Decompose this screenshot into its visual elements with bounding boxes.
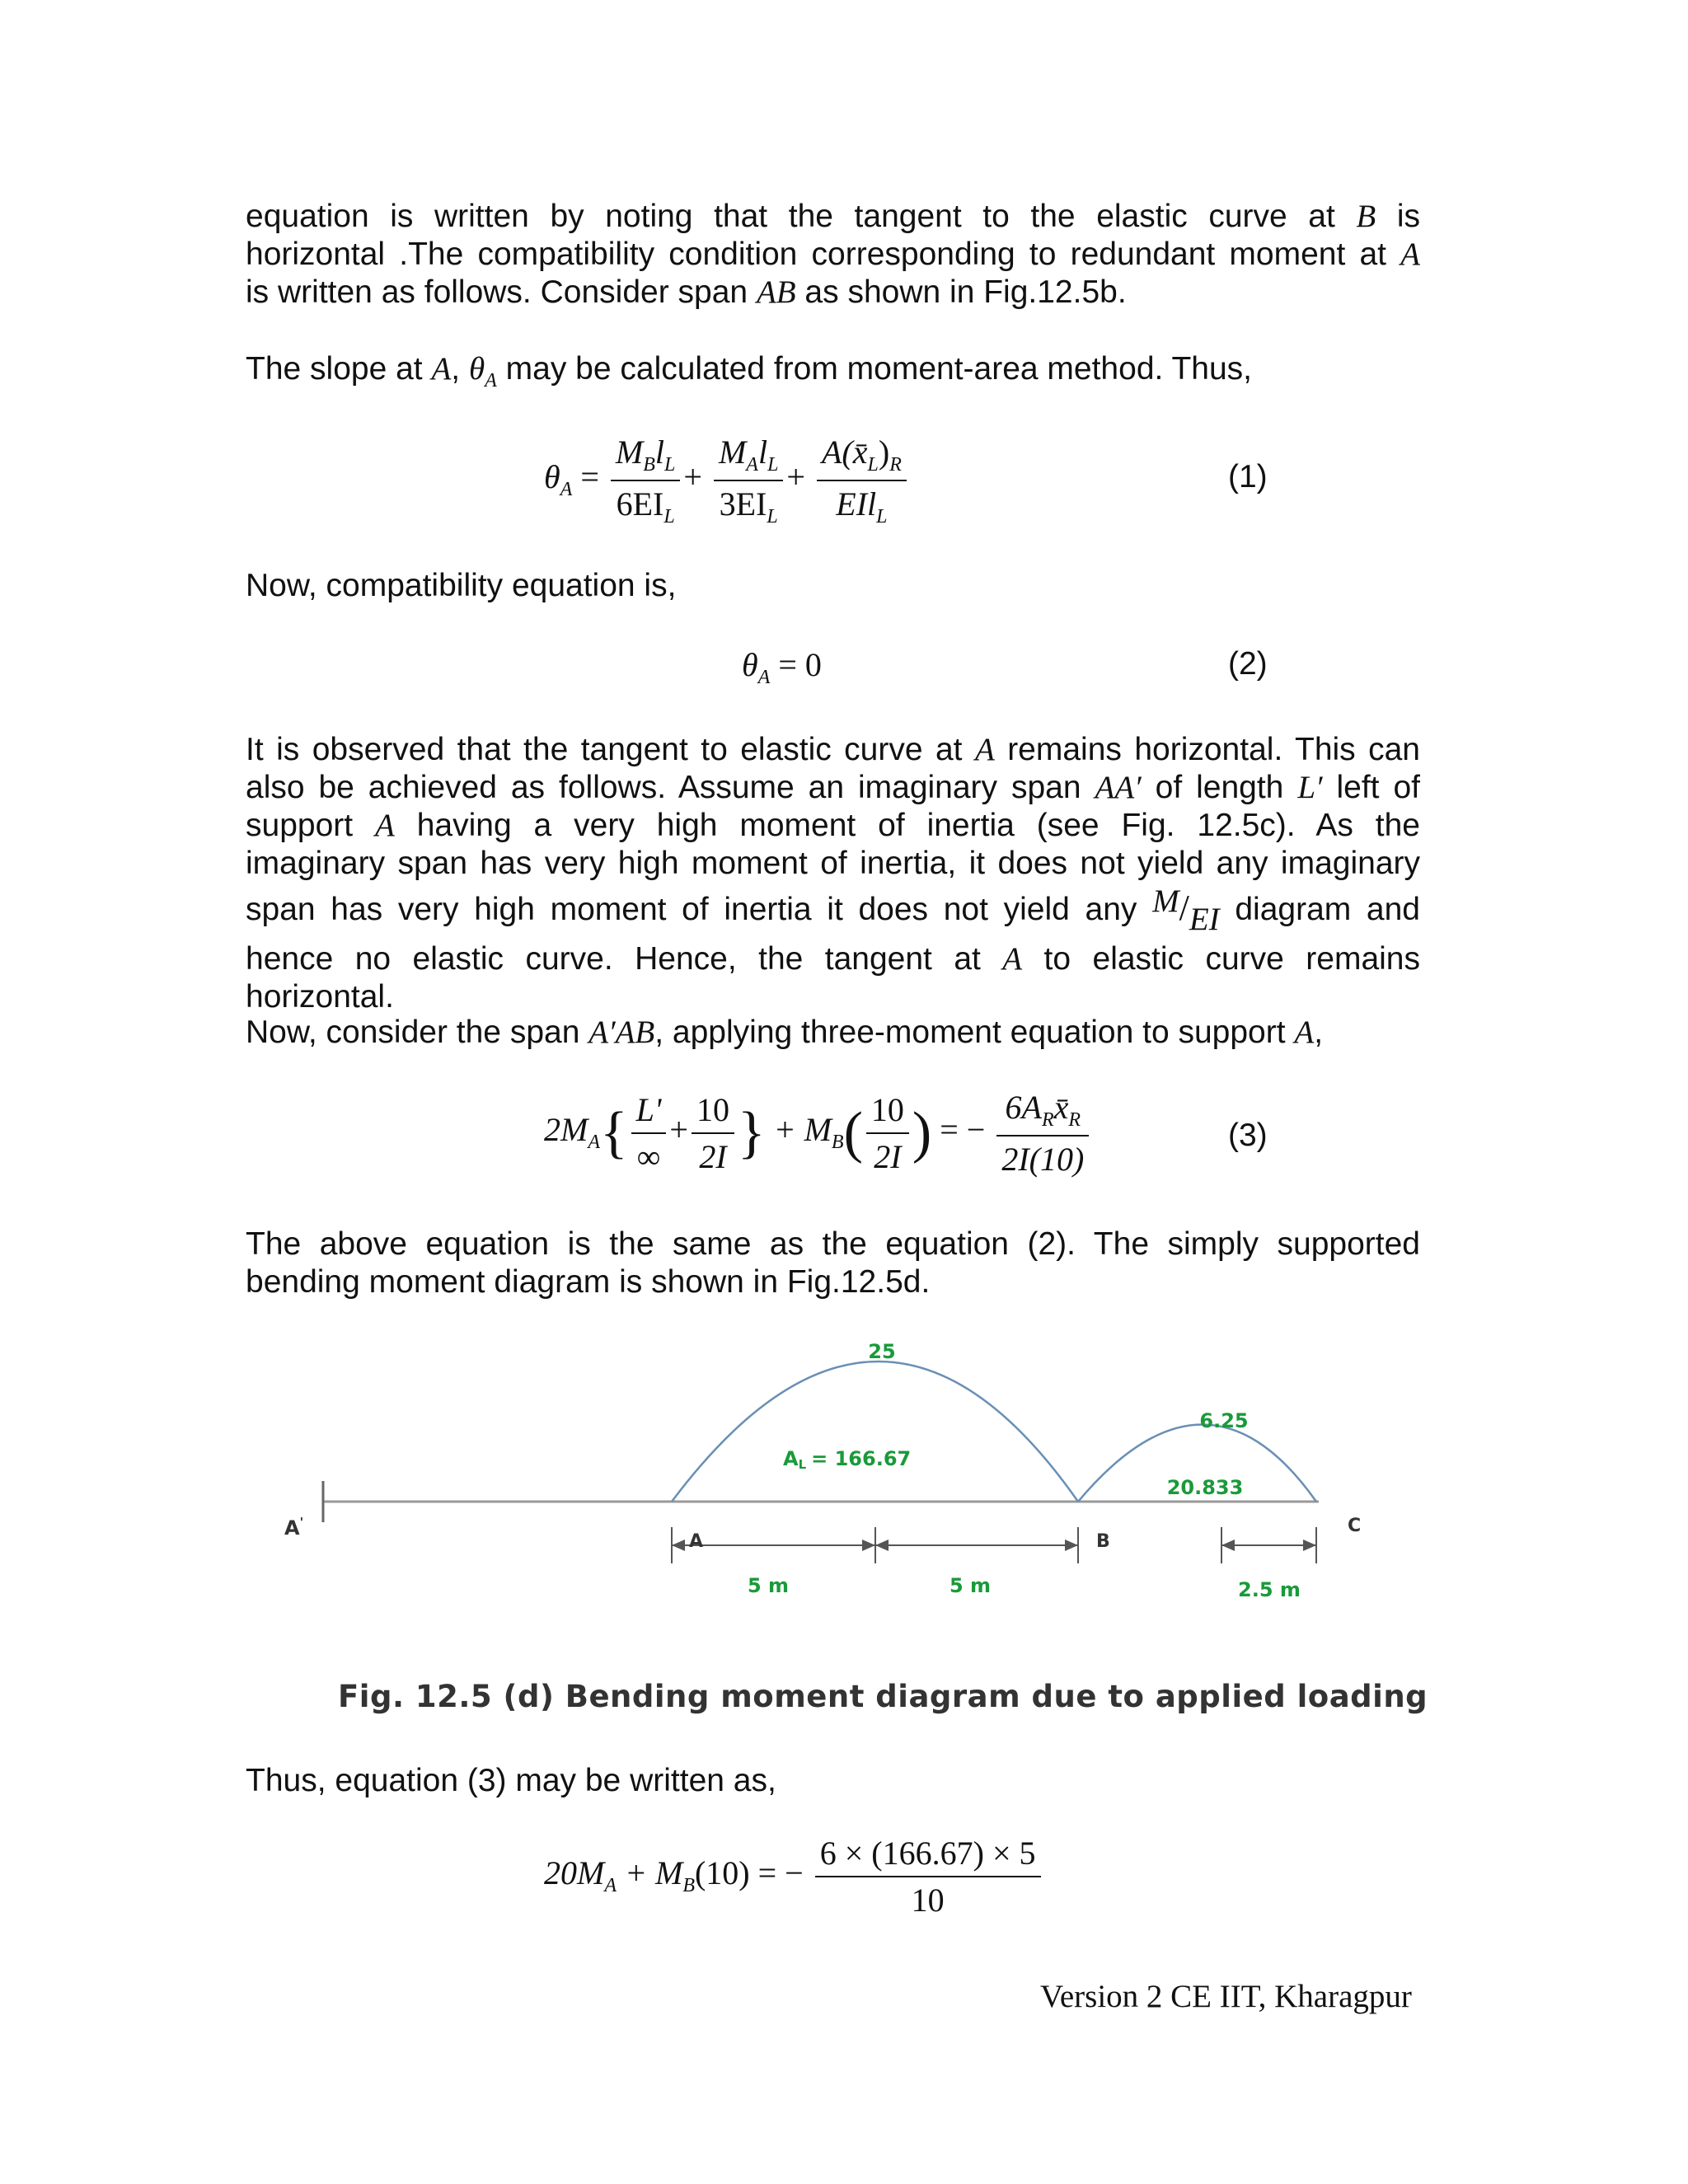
paragraph-compatibility: Now, compatibility equation is, xyxy=(246,568,677,603)
equation-4: $20M_A + M_B(10)$ = − $\frac{6 \times (166.67) \times 5}{10}$ xyxy=(544,1834,1044,1919)
eq1-term-1: $\frac{M_Bl_L}{6EI_L}$ xyxy=(611,433,680,528)
page-footer: Version 2 CE IIT, Kharagpur xyxy=(1040,1979,1412,2014)
equation-1-number: (1) xyxy=(1228,459,1268,494)
obs-line-3: support A having a very high moment of inertia (see Fig. 12.5c). As the xyxy=(246,808,1420,843)
dim-arrow-0 xyxy=(672,1540,685,1551)
equation-2-number: (2) xyxy=(1228,646,1268,682)
label-b: B xyxy=(1096,1531,1110,1552)
obs-line-5: span has very high moment of inertia it does not yield any M/EI diagram and xyxy=(246,883,1420,937)
paragraph-slope: The slope at A, $\theta_A$ may be calculated from moment-area method. Thus, xyxy=(246,351,1253,391)
eq4-fraction: $\frac{6 \times (166.67) \times 5}{10}$ xyxy=(815,1834,1041,1919)
equation-3: $2M_A${ $\frac{L'}{\infty}$ + $\frac{10}{2I}$ } + $M_B$( $\frac{10}{2I}$ ) = − $\frac{6A_Rx̄_R}{2I(10)}$ xyxy=(544,1088,1092,1179)
eq3-frac-4: $\frac{6A_Rx̄_R}{2I(10)}$ xyxy=(996,1088,1089,1179)
label-area-left: AL = 166.67 xyxy=(783,1447,912,1472)
paragraph-thus: Thus, equation (3) may be written as, xyxy=(246,1763,776,1798)
equation-2: $\theta_A = 0$ xyxy=(742,646,822,688)
dim-arrow-2 xyxy=(875,1540,889,1551)
eq3-frac-1: $\frac{L'}{\infty}$ xyxy=(631,1090,667,1176)
eq3-frac-2: $\frac{10}{2I}$ xyxy=(692,1090,734,1176)
obs-line-1: It is observed that the tangent to elastic curve at A remains horizontal. This can xyxy=(246,732,1420,767)
dim-arrow-1 xyxy=(862,1540,875,1551)
label-peak-25: 25 xyxy=(868,1340,896,1363)
label-dim-1: 5 m xyxy=(747,1574,790,1597)
intro-line-1: equation is written by noting that the tangent to the elastic curve at B is xyxy=(246,199,1421,234)
label-area-right: 20.833 xyxy=(1166,1476,1244,1499)
eq1-term-2: $\frac{M_Al_L}{3EI_L}$ xyxy=(714,433,783,528)
equation-3-number: (3) xyxy=(1228,1118,1268,1153)
bmd-curve-ab xyxy=(672,1361,1078,1502)
eq1-term-3: $\frac{A(x̄_L)_R}{EIl_L}$ xyxy=(817,433,907,528)
obs-line-7: horizontal. xyxy=(246,979,394,1015)
eq3-frac-3: $\frac{10}{2I}$ xyxy=(866,1090,909,1176)
figure-caption: Fig. 12.5 (d) Bending moment diagram due to applied loading xyxy=(338,1679,1428,1714)
equation-1: $\theta_A$ = $\frac{M_Bl_L}{6EI_L}$ + $\frac{M_Al_L}{3EI_L}$ + $\frac{A(x̄_L)_R}{EIl_L}$ xyxy=(544,433,910,528)
dim-arrow-5 xyxy=(1303,1540,1316,1551)
dim-arrow-4 xyxy=(1221,1540,1235,1551)
label-peak-6-25: 6.25 xyxy=(1199,1409,1249,1432)
figure-labels xyxy=(284,1340,1361,1601)
intro-line-2: horizontal .The compatibility condition corresponding to redundant moment at A xyxy=(246,237,1420,272)
intro-line-3: is written as follows. Consider span AB as shown in Fig.12.5b. xyxy=(246,274,1127,310)
label-dim-3: 2.5 m xyxy=(1238,1578,1301,1601)
label-a: A xyxy=(689,1531,704,1552)
dim-arrow-3 xyxy=(1065,1540,1078,1551)
label-a-prime: A' xyxy=(284,1515,304,1540)
label-dim-2: 5 m xyxy=(949,1574,992,1597)
bmd-line-2: bending moment diagram is shown in Fig.12.5d. xyxy=(246,1264,931,1300)
obs-line-2: also be achieved as follows. Assume an imaginary span AA′ of length L′ left of xyxy=(246,770,1420,805)
obs-line-6: hence no elastic curve. Hence, the tangent at A to elastic curve remains xyxy=(246,941,1420,977)
label-c: C xyxy=(1348,1516,1362,1536)
obs-line-4: imaginary span has very high moment of inertia, it does not yield any imaginary xyxy=(246,846,1420,881)
paragraph-span: Now, consider the span A′AB, applying three-moment equation to support A, xyxy=(246,1015,1324,1050)
bmd-line-1: The above equation is the same as the equation (2). The simply supported xyxy=(246,1226,1420,1262)
